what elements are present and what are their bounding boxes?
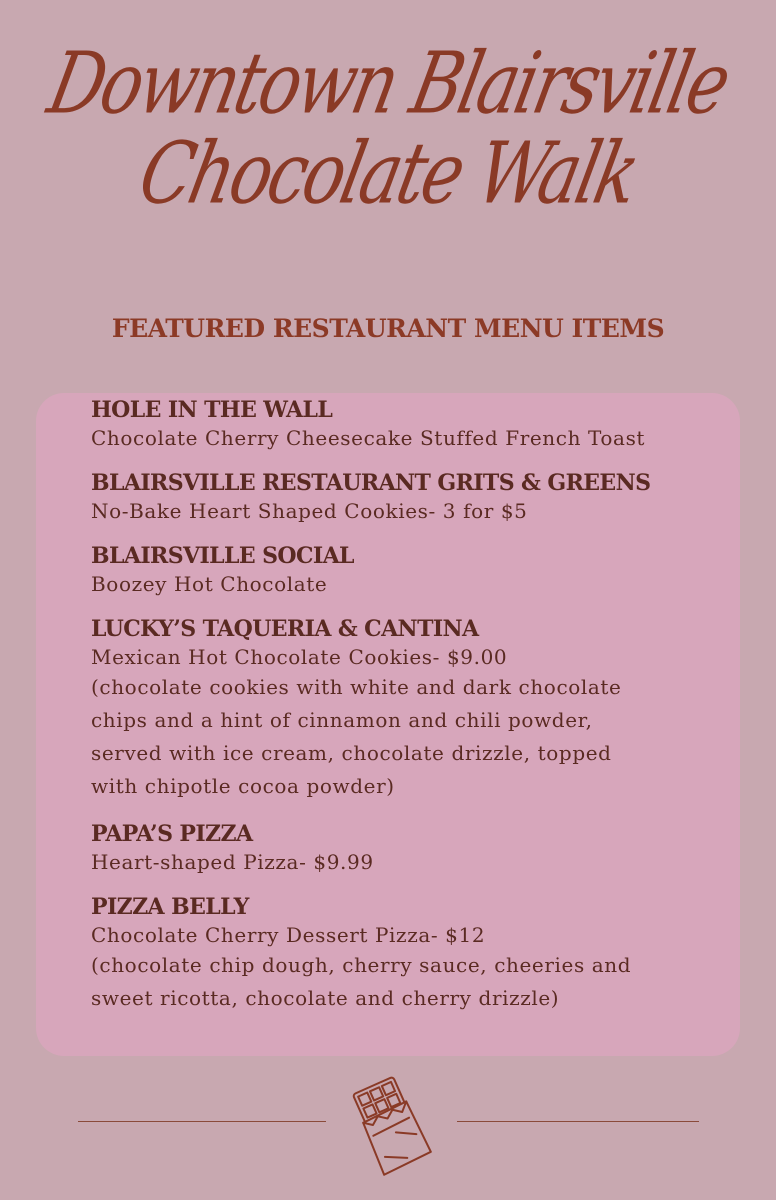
menu-entry [91, 542, 741, 598]
menu-item-description: sweet ricotta, chocolate and cherry drizzle) [91, 986, 560, 1010]
restaurant-name: BLAIRSVILLE RESTAURANT GRITS & GREENS [91, 470, 651, 496]
title-line-2: Chocolate Walk [131, 125, 646, 224]
menu-item-description: (chocolate chip dough, cherry sauce, cheeries and [91, 953, 632, 977]
menu-item: Chocolate Cherry Cheesecake Stuffed French Toast [91, 426, 646, 450]
chocolate-bar-icon [340, 1072, 440, 1176]
menu-entry [91, 893, 741, 1015]
restaurant-name: PAPA’S PIZZA [91, 821, 253, 847]
restaurant-name: BLAIRSVILLE SOCIAL [91, 543, 354, 569]
menu-item: Chocolate Cherry Dessert Pizza- $12 [91, 923, 486, 947]
restaurant-name: HOLE IN THE WALL [91, 397, 333, 423]
menu-entry [91, 396, 741, 452]
divider-left [78, 1121, 326, 1122]
menu-entry [91, 615, 741, 803]
menu-list [91, 396, 741, 1032]
menu-item-description: (chocolate cookies with white and dark chocolate [91, 675, 622, 699]
menu-item-description: with chipotle cocoa powder) [91, 774, 395, 798]
page-title [0, 35, 776, 224]
menu-item-description: chips and a hint of cinnamon and chili powder, [91, 708, 593, 732]
menu-item: Heart-shaped Pizza- $9.99 [91, 850, 374, 874]
subtitle: FEATURED RESTAURANT MENU ITEMS [111, 314, 665, 343]
menu-item: Boozey Hot Chocolate [91, 572, 328, 596]
restaurant-name: LUCKY’S TAQUERIA & CANTINA [91, 616, 479, 642]
menu-item: Mexican Hot Chocolate Cookies- $9.00 [91, 645, 508, 669]
menu-entry [91, 820, 741, 876]
restaurant-name: PIZZA BELLY [91, 894, 249, 920]
menu-item: No-Bake Heart Shaped Cookies- 3 for $5 [91, 499, 528, 523]
divider-right [457, 1121, 699, 1122]
menu-entry [91, 469, 741, 525]
menu-item-description: served with ice cream, chocolate drizzle, topped [91, 741, 612, 765]
title-line-1: Downtown Blairsville [40, 35, 736, 134]
